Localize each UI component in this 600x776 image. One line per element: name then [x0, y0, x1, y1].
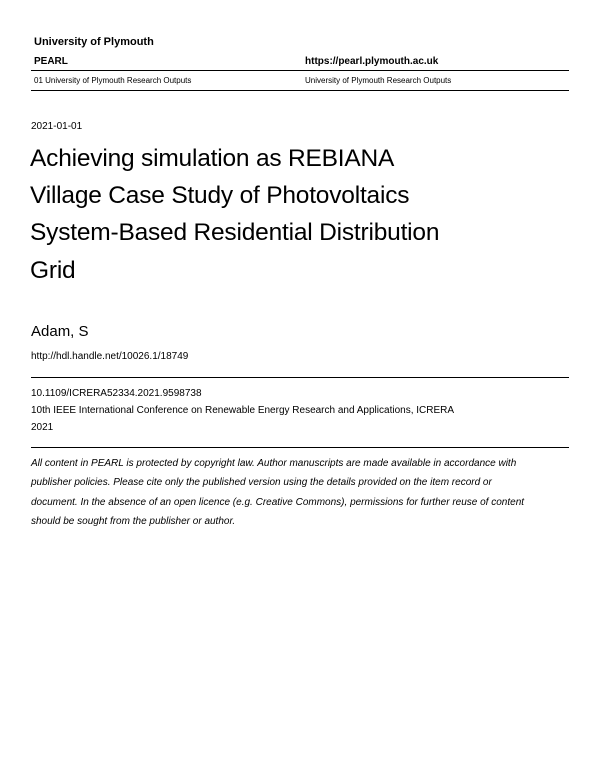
title-line: Achieving simulation as REBIANA: [30, 145, 395, 172]
publication-date: 2021-01-01: [31, 121, 83, 132]
title-line: System-Based Residential Distribution: [30, 219, 440, 246]
notice-line: publisher policies. Please cite only the published version using the details provided on the item record or: [31, 477, 492, 488]
notice-line: All content in PEARL is protected by copyright law. Author manuscripts are made available in accordance with: [31, 458, 517, 469]
publication-year: 2021: [31, 422, 54, 433]
author: Adam, S: [31, 323, 89, 340]
record-rule: [31, 377, 569, 378]
repository-name: PEARL: [34, 56, 68, 67]
notice-line: document. In the absence of an open licence (e.g. Creative Commons), permissions for further reuse of content: [31, 497, 525, 508]
header-top-rule: [31, 70, 569, 71]
repository-url[interactable]: https://pearl.plymouth.ac.uk: [305, 56, 439, 67]
notice-rule: [31, 447, 569, 448]
notice-line: should be sought from the publisher or author.: [31, 516, 236, 527]
collection-right: University of Plymouth Research Outputs: [305, 76, 452, 85]
doi: 10.1109/ICRERA52334.2021.9598738: [31, 388, 202, 399]
collection-left: 01 University of Plymouth Research Outputs: [34, 76, 192, 85]
conference-name: 10th IEEE International Conference on Renewable Energy Research and Applications, ICRERA: [31, 405, 455, 416]
handle-link[interactable]: http://hdl.handle.net/10026.1/18749: [31, 351, 189, 362]
title-line: Grid: [30, 257, 76, 284]
title-line: Village Case Study of Photovoltaics: [30, 182, 410, 209]
header-bottom-rule: [31, 90, 569, 91]
institution-name: University of Plymouth: [34, 36, 154, 48]
